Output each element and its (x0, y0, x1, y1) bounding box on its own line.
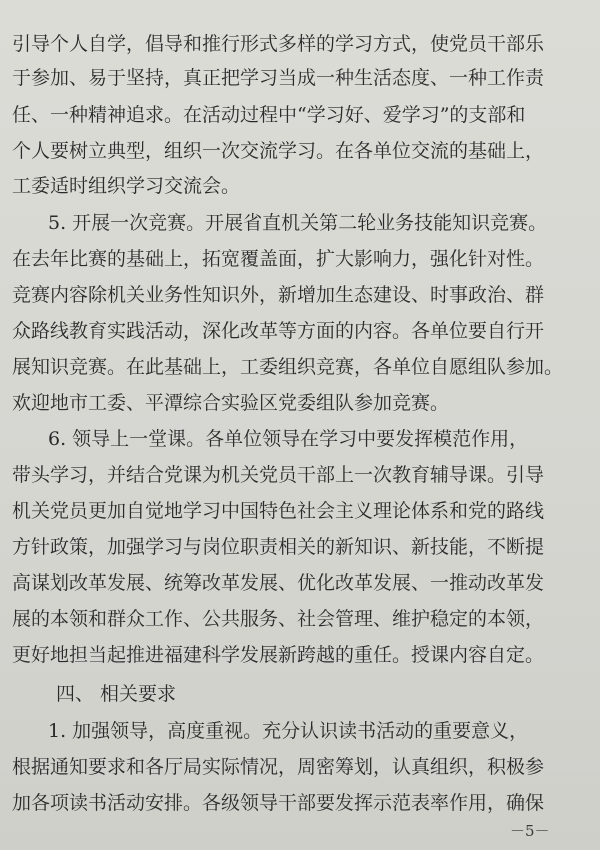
text-line: 在去年比赛的基础上，拓宽覆盖面，扩大影响力，强化针对性。 (12, 248, 545, 270)
text-line: 竞赛内容除机关业务性知识外，新增加生态建设、时事政治、群 (12, 284, 545, 306)
text-line: 欢迎地市工委、平潭综合实验区党委组队参加竞赛。 (12, 392, 450, 414)
requirement-1-heading-line: 1. 加强领导，高度重视。充分认识读书活动的重要意义， (48, 720, 529, 742)
text-line: 引导个人自学，倡导和推行形式多样的学习方式，使党员干部乐 (12, 33, 545, 55)
text-line: 机关党员更加自觉地学习中国特色社会主义理论体系和党的路线 (12, 500, 545, 522)
text-line: 个人要树立典型，组织一次交流学习。在各单位交流的基础上， (12, 140, 545, 162)
paragraph-6-heading-line: 6. 领导上一堂课。各单位领导在学习中要发挥模范作用， (48, 428, 529, 450)
text-line: 根据通知要求和各厅局实际情况，周密筹划，认真组织，积极参 (12, 756, 545, 778)
text-line: 展知识竞赛。在此基础上，工委组织竞赛，各单位自愿组队参加。 (12, 356, 564, 378)
text-line: 带头学习，并结合党课为机关党员干部上一次教育辅导课。引导 (12, 464, 545, 486)
text-line: 于参加、易于坚持，真正把学习当成一种生活态度、一种工作责 (12, 67, 545, 89)
text-line: 众路线教育实践活动，深化改革等方面的内容。各单位要自行开 (12, 320, 545, 342)
text-line: 高谋划改革发展、统筹改革发展、优化改革发展、一推动改革发 (12, 572, 545, 594)
page-number: －5－ (510, 822, 550, 840)
text-line: 任、一种精神追求。在活动过程中“学习好、爱学习”的支部和 (12, 104, 526, 126)
section-heading: 四、 相关要求 (56, 683, 177, 705)
paragraph-5-heading-line: 5. 开展一次竞赛。开展省直机关第二轮业务技能知识竞赛。 (48, 212, 548, 234)
text-line: 展的本领和群众工作、公共服务、社会管理、维护稳定的本领， (12, 608, 545, 630)
text-line: 更好地担当起推进福建科学发展新跨越的重任。授课内容自定。 (12, 644, 545, 666)
text-line: 方针政策，加强学习与岗位职责相关的新知识、新技能，不断提 (12, 536, 545, 558)
text-line: 工委适时组织学习交流会。 (12, 175, 241, 197)
text-line: 加各项读书活动安排。各级领导干部要发挥示范表率作用，确保 (12, 792, 545, 814)
